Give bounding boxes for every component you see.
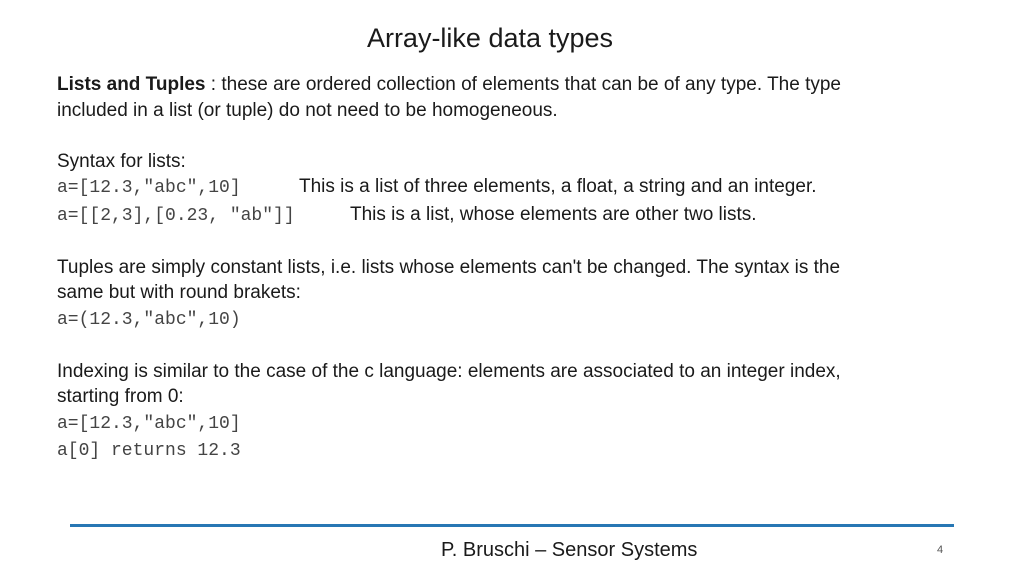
syntax-example-2: [57, 202, 957, 230]
code-snippet: a=[12.3,"abc",10]: [57, 178, 241, 198]
page-number: 4: [937, 544, 944, 556]
indexing-line1: Indexing is similar to the case of the c language: elements are associated to an integer index,: [57, 360, 841, 382]
slide-title: Array-like data types: [366, 23, 614, 53]
code-snippet: a[0] returns 12.3: [57, 441, 241, 461]
tuples-line1: Tuples are simply constant lists, i.e. lists whose elements can't be changed. The syntax is the: [57, 256, 841, 278]
code-snippet: a=[12.3,"abc",10]: [57, 413, 241, 434]
slide-body: [57, 72, 957, 465]
lists-intro-line1: [57, 72, 957, 98]
lists-intro-text-1: : these are ordered collection of elements that can be of any type. The type: [205, 74, 841, 95]
indexing-code-2: [57, 437, 957, 465]
tuples-code: [57, 306, 957, 334]
code-description: This is a list, whose elements are other two lists.: [350, 203, 757, 225]
footer-author: P. Bruschi – Sensor Systems: [441, 539, 698, 561]
syntax-heading: Syntax for lists:: [57, 150, 186, 172]
tuples-line2: same but with round brakets:: [57, 282, 301, 303]
indexing-line2: starting from 0:: [57, 386, 184, 407]
spacer: [57, 229, 957, 255]
lists-intro-line2: included in a list (or tuple) do not need to be homogeneous.: [57, 99, 558, 121]
code-description: This is a list of three elements, a float, a string and an integer.: [299, 176, 817, 197]
indexing-code-1: [57, 410, 957, 438]
syntax-example-1: [57, 174, 957, 202]
footer-rule: [70, 524, 954, 527]
spacer: [57, 333, 957, 359]
spacer: [57, 123, 957, 149]
code-snippet: a=(12.3,"abc",10): [57, 309, 241, 330]
code-snippet: a=[[2,3],[0.23, "ab"]]: [57, 205, 295, 226]
lists-tuples-term: Lists and Tuples: [57, 74, 206, 95]
